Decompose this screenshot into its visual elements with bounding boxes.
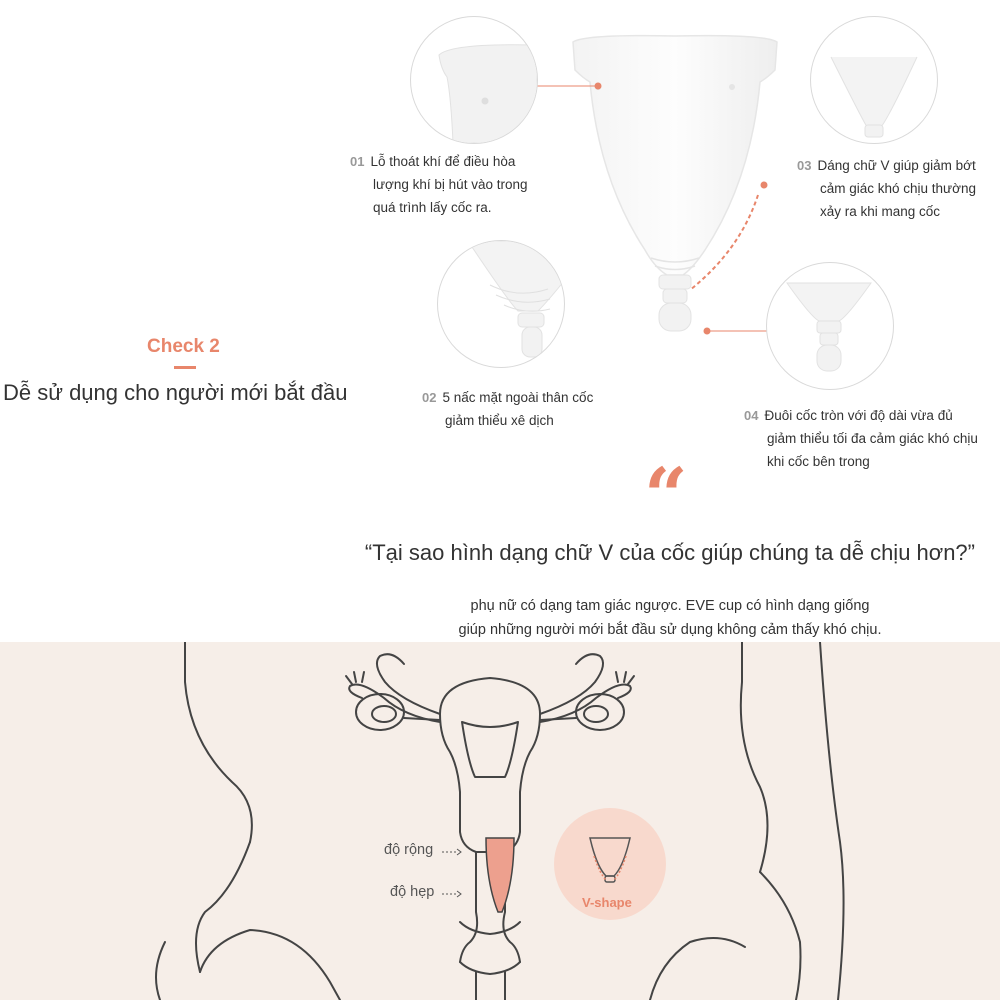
feature-02 [422, 386, 593, 432]
feature-04-line-1: Đuôi cốc tròn với độ dài vừa đủ [764, 408, 953, 423]
check-underline [174, 366, 196, 369]
feature-04-number: 04 [744, 408, 759, 423]
quote-body-line-2: giúp những người mới bắt đầu sử dụng không cảm thấy khó chịu. [458, 622, 882, 638]
feature-01 [350, 150, 527, 219]
feature-04-line-3: khi cốc bên trong [767, 454, 870, 469]
v-shape-label: V-shape [582, 895, 632, 910]
label-wide: độ rộng [384, 842, 434, 858]
feature-01-number: 01 [350, 154, 365, 169]
feature-04 [744, 404, 978, 473]
quote-body [395, 594, 945, 642]
feature-03-line-3: xảy ra khi mang cốc [820, 204, 941, 219]
detail-circle-grip-rings [437, 240, 565, 368]
feature-03-line-1: Dáng chữ V giúp giảm bớt [817, 158, 976, 173]
feature-02-number: 02 [422, 390, 437, 405]
feature-03-number: 03 [797, 158, 812, 173]
feature-02-line-1: 5 nấc mặt ngoài thân cốc [442, 390, 594, 405]
detail-circle-v-shape [810, 16, 938, 144]
feature-03 [797, 154, 976, 223]
feature-04-line-2: giảm thiểu tối đa cảm giác khó chịu [767, 431, 978, 446]
anatomy-panel [0, 642, 1000, 1000]
quote-question: “Tại sao hình dạng chữ V của cốc giúp chúng ta dễ chịu hơn?” [364, 540, 975, 565]
detail-circle-stem [766, 262, 894, 390]
detail-circle-air-hole [410, 16, 538, 144]
check-title: Check 2 [147, 336, 220, 357]
feature-01-line-1: Lỗ thoát khí để điều hòa [370, 154, 516, 169]
quote-mark-icon: “ [644, 451, 688, 540]
v-shape-highlight [486, 838, 514, 912]
anatomy-diagram [0, 642, 1000, 1000]
check-headline: Dễ sử dụng cho người mới bắt đầu [3, 380, 348, 405]
feature-01-line-3: quá trình lấy cốc ra. [373, 200, 492, 215]
quote-body-line-1: phụ nữ có dạng tam giác ngược. EVE cup có hình dạng giống [470, 598, 870, 614]
feature-03-line-2: cảm giác khó chịu thường [820, 181, 976, 196]
feature-01-line-2: lượng khí bị hút vào trong [373, 177, 528, 192]
label-narrow: độ hẹp [390, 884, 435, 900]
feature-02-line-2: giảm thiểu xê dịch [445, 413, 554, 428]
